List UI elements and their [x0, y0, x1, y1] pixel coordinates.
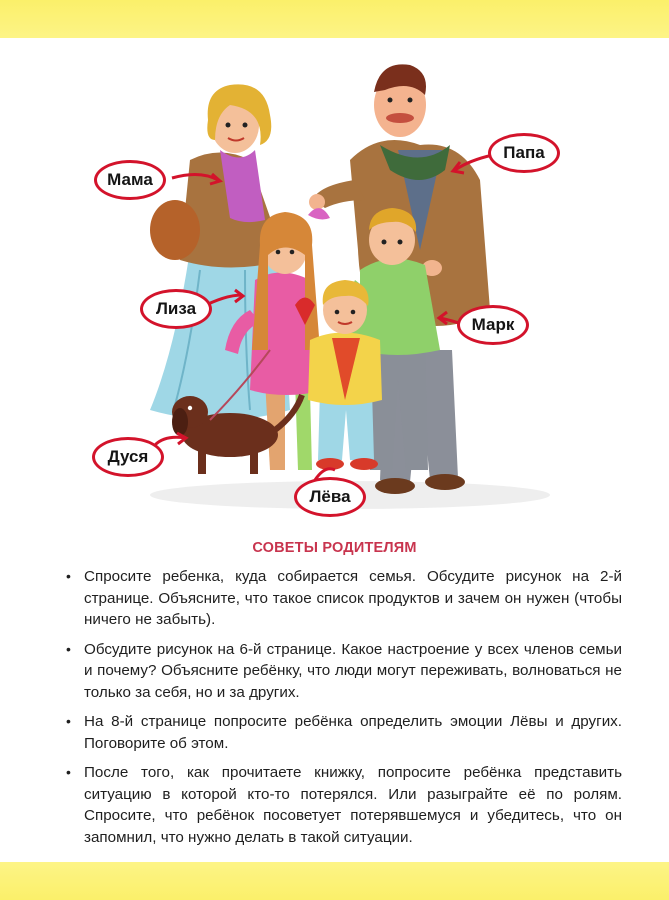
tip-text: Спросите ребенка, куда собирается семья. Обсудите рисунок на 2-й странице. Объясните, что такое список продуктов и зачем он нужен (чтобы ничего не забыть). [84, 568, 622, 628]
label-mark: Марк [457, 305, 529, 345]
label-mama: Мама [94, 160, 166, 200]
label-dusya: Дуся [92, 437, 164, 477]
tips-list [62, 566, 622, 856]
label-papa: Папа [488, 133, 560, 173]
label-lyova: Лёва [294, 477, 366, 517]
bottom-yellow-band [0, 862, 669, 900]
list-item: • Обсудите рисунок на 6-й странице. Какое настроение у всех членов семьи и почему? Объясните ребёнку, что люди могут переживать, волноваться не только за себя, но и за других. [66, 640, 622, 701]
section-title: СОВЕТЫ РОДИТЕЛЯМ [252, 540, 417, 556]
list-item: • Спросите ребенка, куда собирается семья. Обсудите рисунок на 2-й странице. Объясните, что такое список продуктов и зачем он нужен (чтобы ничего не забыть). [66, 568, 622, 628]
list-item: • На 8-й странице попросите ребёнка определить эмоции Лёвы и других. Поговорите об этом. [66, 713, 622, 752]
tip-text: Обсудите рисунок на 6-й странице. Какое настроение у всех членов семьи и почему? Объясните ребёнку, что люди могут переживать, волноваться не только за себя, но и за других. [84, 640, 622, 701]
top-yellow-band [0, 0, 669, 38]
list-item: • После того, как прочитаете книжку, попросите ребёнка представить ситуацию в которой кто-то потерялся. Или разыграйте её по ролям. Спросите, что ребёнок посоветует потерявшемуся и убедитесь, что он запомнил, что нужно делать в такой ситуации. [66, 764, 622, 846]
tip-text: После того, как прочитаете книжку, попросите ребёнка представить ситуацию в которой кто-то потерялся. Или разыграйте её по ролям. Спросите, что ребёнок посоветует потерявшемуся и убедитесь, что он запомнил, что нужно делать в такой ситуации. [84, 764, 622, 846]
tip-text: На 8-й странице попросите ребёнка определить эмоции Лёвы и других. Поговорите об этом. [84, 713, 622, 752]
label-liza: Лиза [140, 289, 212, 329]
